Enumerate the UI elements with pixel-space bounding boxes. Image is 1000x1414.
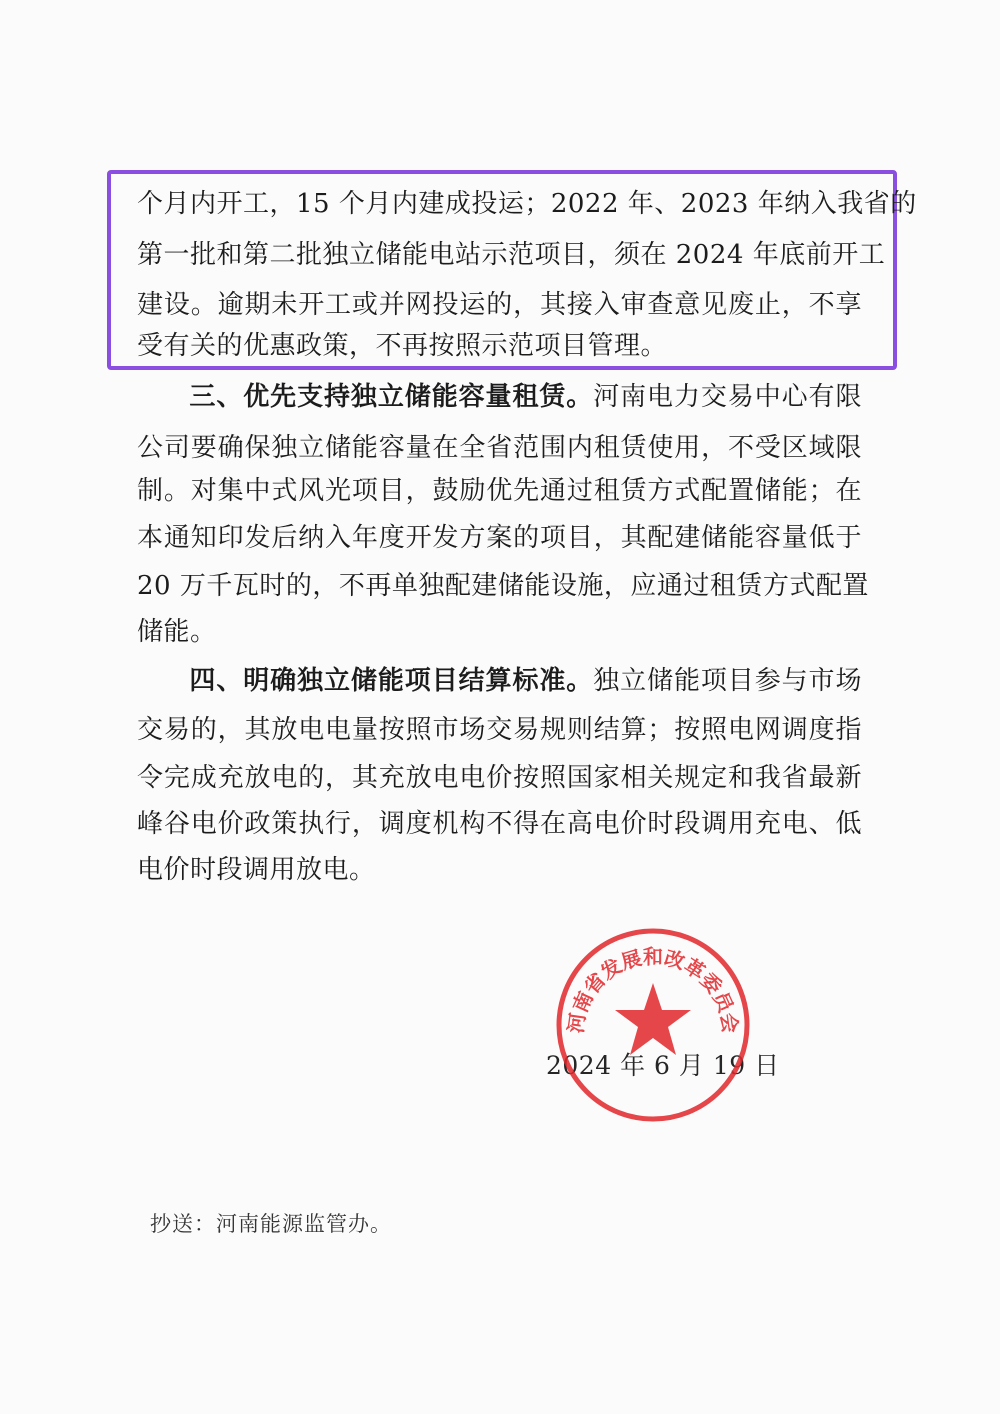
paragraph-line: 电价时段调用放电。	[137, 855, 376, 885]
seal-text: 河南省发展和改革委员会	[563, 944, 743, 1035]
paragraph-line: 公司要确保独立储能容量在全省范围内租赁使用，不受区域限	[137, 433, 862, 463]
paragraph-line: 峰谷电价政策执行，调度机构不得在高电价时段调用充电、低	[137, 809, 862, 839]
paragraph-line	[137, 377, 862, 417]
paragraph-line: 建设。逾期未开工或并网投运的，其接入审查意见废止，不享	[137, 290, 862, 320]
paragraph-line: 本通知印发后纳入年度开发方案的项目，其配建储能容量低于	[137, 523, 862, 553]
paragraph-line: 第一批和第二批独立储能电站示范项目，须在 2024 年底前开工	[137, 240, 886, 270]
cc-line: 抄送：河南能源监管办。	[150, 1212, 392, 1236]
section-heading: 三、优先支持独立储能容量租赁。	[189, 382, 594, 412]
paragraph-line: 20 万千瓦时的，不再单独配建储能设施，应通过租赁方式配置	[137, 571, 869, 601]
paragraph-text: 河南电力交易中心有限	[593, 382, 862, 412]
paragraph-line: 受有关的优惠政策，不再按照示范项目管理。	[137, 331, 668, 361]
seal-star-icon	[615, 983, 691, 1055]
paragraph-line: 令完成充放电的，其充放电电价按照国家相关规定和我省最新	[137, 763, 862, 793]
document-date: 2024 年 6 月 19 日	[546, 1051, 780, 1080]
paragraph-text: 独立储能项目参与市场	[593, 666, 862, 696]
paragraph-line: 储能。	[137, 617, 217, 647]
paragraph-line: 交易的，其放电电量按照市场交易规则结算；按照电网调度指	[137, 715, 862, 745]
official-seal	[553, 925, 753, 1125]
paragraph-line: 制。对集中式风光项目，鼓励优先通过租赁方式配置储能；在	[137, 476, 862, 506]
section-heading: 四、明确独立储能项目结算标准。	[189, 666, 594, 696]
paragraph-line	[137, 661, 862, 701]
paragraph-line: 个月内开工，15 个月内建成投运；2022 年、2023 年纳入我省的	[137, 189, 917, 219]
